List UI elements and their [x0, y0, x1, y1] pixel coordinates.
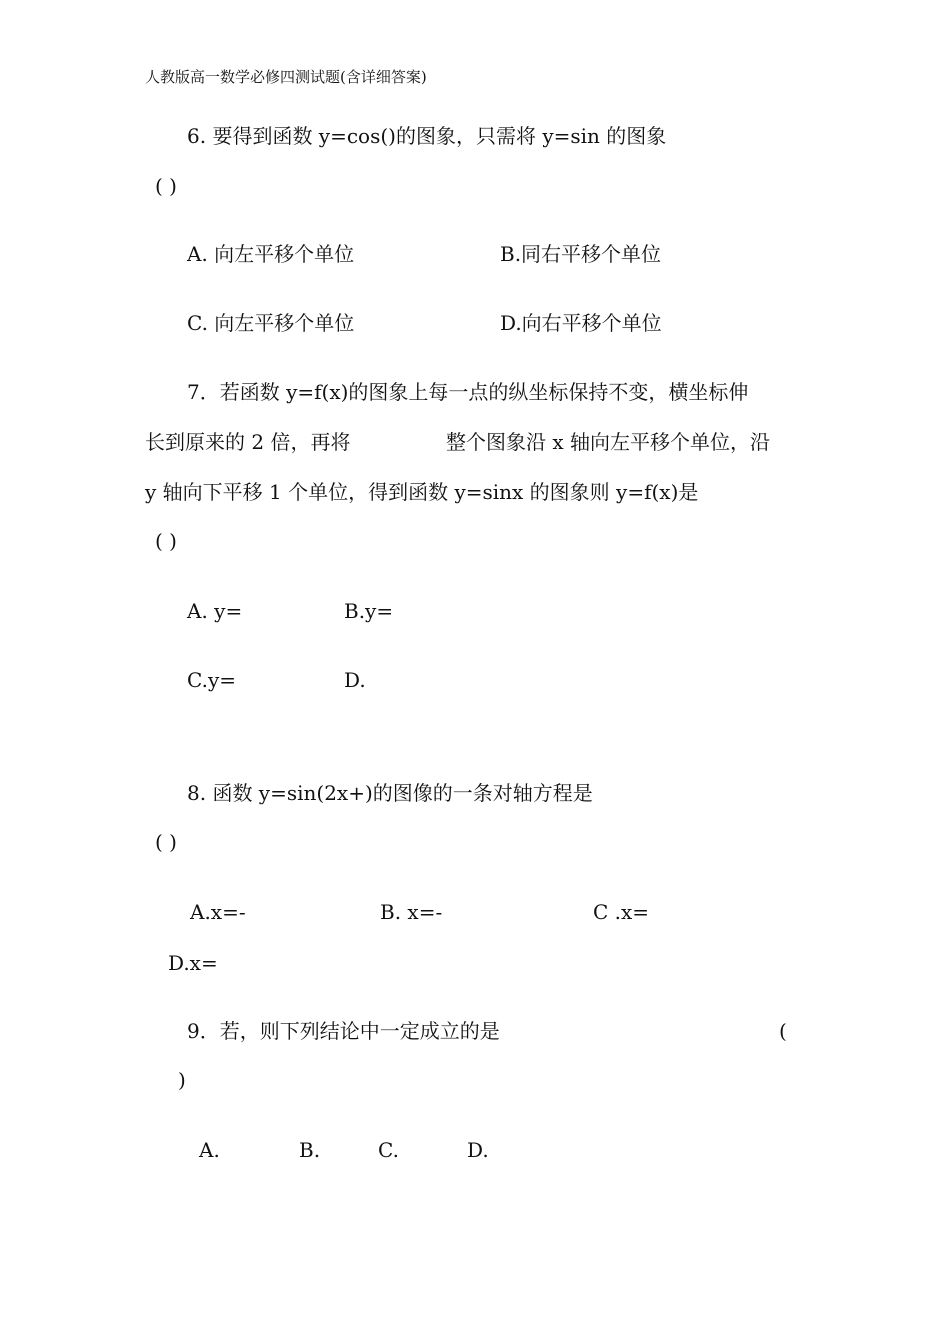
q7-option-c: C.y=: [187, 668, 237, 692]
q9-stem: 9．若，则下列结论中一定成立的是: [187, 1019, 500, 1043]
q7-stem-line1: 7．若函数 y=f(x)的图象上每一点的纵坐标保持不变，横坐标伸: [187, 380, 749, 404]
q7-option-d: D.: [344, 668, 366, 692]
q6-option-a: A. 向左平移个单位: [187, 242, 355, 266]
q7-stem-line3: y 轴向下平移 1 个单位，得到函数 y=sinx 的图象则 y=f(x)是: [145, 480, 699, 504]
q8-option-a: A.x=-: [190, 900, 246, 924]
document-header: 人教版高一数学必修四测试题(含详细答案): [145, 68, 427, 86]
q6-option-d: D.向右平移个单位: [500, 311, 662, 335]
q7-option-b: B.y=: [344, 599, 394, 623]
q8-option-d: D.x=: [168, 951, 218, 975]
q6-option-b: B.同右平移个单位: [500, 242, 662, 266]
q8-option-c: C .x=: [593, 900, 650, 924]
q7-stem-line2b: 整个图象沿 x 轴向左平移个单位，沿: [446, 430, 770, 454]
q7-answer-paren: ( ): [155, 529, 177, 553]
q9-paren-open: (: [779, 1019, 787, 1043]
q9-paren-close: ): [178, 1068, 186, 1092]
q6-option-c: C. 向左平移个单位: [187, 311, 355, 335]
q9-option-d: D.: [467, 1138, 489, 1162]
q8-stem: 8. 函数 y=sin(2x+)的图像的一条对轴方程是: [187, 781, 593, 805]
q8-option-b: B. x=-: [380, 900, 443, 924]
q7-stem-line2a: 长到原来的 2 倍，再将: [145, 430, 351, 454]
q9-option-b: B.: [299, 1138, 321, 1162]
q9-option-c: C.: [378, 1138, 399, 1162]
q9-option-a: A.: [199, 1138, 220, 1162]
q6-answer-paren: ( ): [155, 174, 177, 198]
q7-option-a: A. y=: [187, 599, 243, 623]
q6-stem: 6. 要得到函数 y=cos()的图象，只需将 y=sin 的图象: [187, 124, 667, 148]
q8-answer-paren: ( ): [155, 830, 177, 854]
